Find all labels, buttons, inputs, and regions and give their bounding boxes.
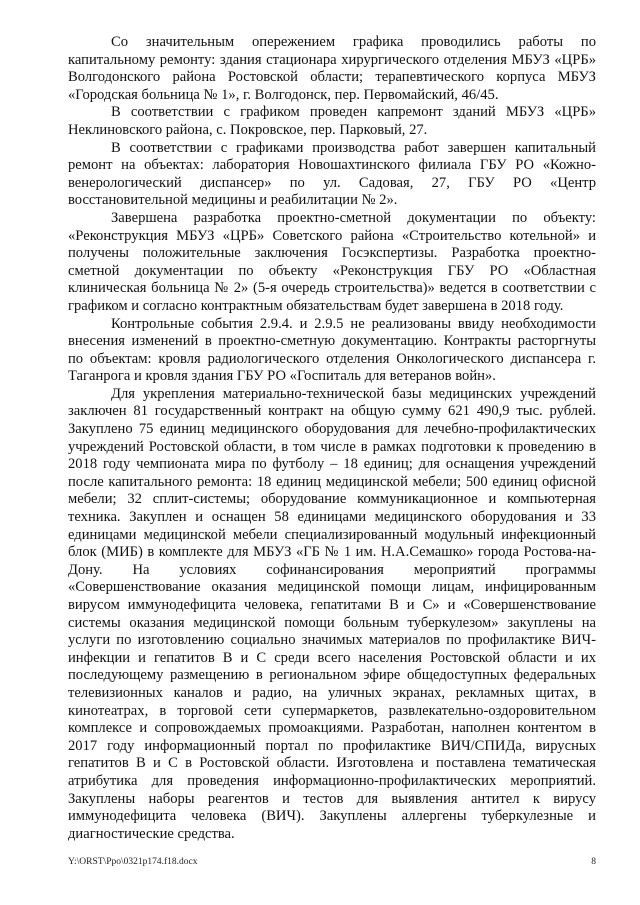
- paragraph: В соответствии с графиком проведен капремонт зданий МБУЗ «ЦРБ» Неклиновского района, с. Покровское, пер. Парковый, 27.: [68, 104, 596, 138]
- paragraph: Со значительным опережением графика проводились работы по капитальному ремонту: здания стационара хирургического отделения МБУЗ «ЦРБ» Волгодонского района Ростовской области; терапевтического корпуса МБУЗ «Городская больница № 1», г. Волгодонск, пер. Первомайский, 46/45.: [68, 34, 596, 103]
- paragraph: Для укрепления материально-технической базы медицинских учреждений заключен 81 государственный контракт на общую сумму 621 490,9 тыс. рублей. Закуплено 75 единиц медицинского оборудования для лечебно-профилактических учреждений Ростовской области, в том числе в рамках подготовки к проведению в 2018 году чемпионата мира по футболу – 18 единиц; для оснащения учреждений после капитального ремонта: 18 единиц медицинской мебели; 500 единиц офисной мебели; 32 сплит-системы; оборудование коммуникационное и компьютерная техника. Закуплен и оснащен 58 единицами медицинского оборудования и 33 единицами медицинской мебели специализированный модульный инфекционный блок (МИБ) в комплекте для МБУЗ «ГБ № 1 им. Н.А.Семашко» города Ростова-на-Дону. На условиях софинансирования мероприятий программы «Совершенствование оказания медицинской помощи лицам, инфицированным вирусом иммунодефицита человека, гепатитами В и С» и «Совершенствование системы оказания медицинской помощи больным туберкулезом» закуплены на услуги по изготовлению социально значимых материалов по профилактике ВИЧ-инфекции и гепатитов В и С среди всего населения Ростовской области и их последующему размещению в региональном эфире общедоступных федеральных телевизионных каналов и радио, на уличных экранах, рекламных щитах, в кинотеатрах, в торговой сети супермаркетов, развлекательно-оздоровительном комплексе и сопровождаемых промоакциями. Разработан, наполнен контентом в 2017 году информационный портал по профилактике ВИЧ/СПИДа, вирусных гепатитов В и С в Ростовской области. Изготовлена и поставлена тематическая атрибутика для проведения информационно-профилактических мероприятий. Закуплены наборы реагентов и тестов для выявления антител к вирусу иммунодефицита человека (ВИЧ). Закуплены аллергены туберкулезные и диагностические средства.: [68, 385, 596, 842]
- paragraph: Контрольные события 2.9.4. и 2.9.5 не реализованы ввиду необходимости внесения изменений в проектно-сметную документацию. Контракты расторгнуты по объектам: кровля радиологического отделения Онкологического диспансера г. Таганрога и кровля здания ГБУ РО «Госпиталь для ветеранов войн».: [68, 315, 596, 385]
- paragraph: Завершена разработка проектно-сметной документации по объекту: «Реконструкция МБУЗ «ЦРБ» Советского района «Строительство котельной» и получены положительные заключения Госэкспертизы. Разработка проектно-сметной документации по объекту «Реконструкция ГБУ РО «Областная клиническая больница № 2» (5-я очередь строительства)» ведется в соответствии с графиком и согласно контрактным обязательствам будет завершена в 2018 году.: [68, 209, 596, 314]
- page-number: 8: [591, 857, 596, 867]
- document-body: [68, 34, 596, 843]
- footer-file-path: Y:\ORST\Ppo\0321p174.f18.docx: [68, 857, 198, 867]
- paragraph: В соответствии с графиками производства работ завершен капитальный ремонт на объектах: лаборатория Новошахтинского филиала ГБУ РО «Кожно-венерологический диспансер» по ул. Садовая, 27, ГБУ РО «Центр восстановительной медицины и реабилитации № 2».: [68, 139, 596, 209]
